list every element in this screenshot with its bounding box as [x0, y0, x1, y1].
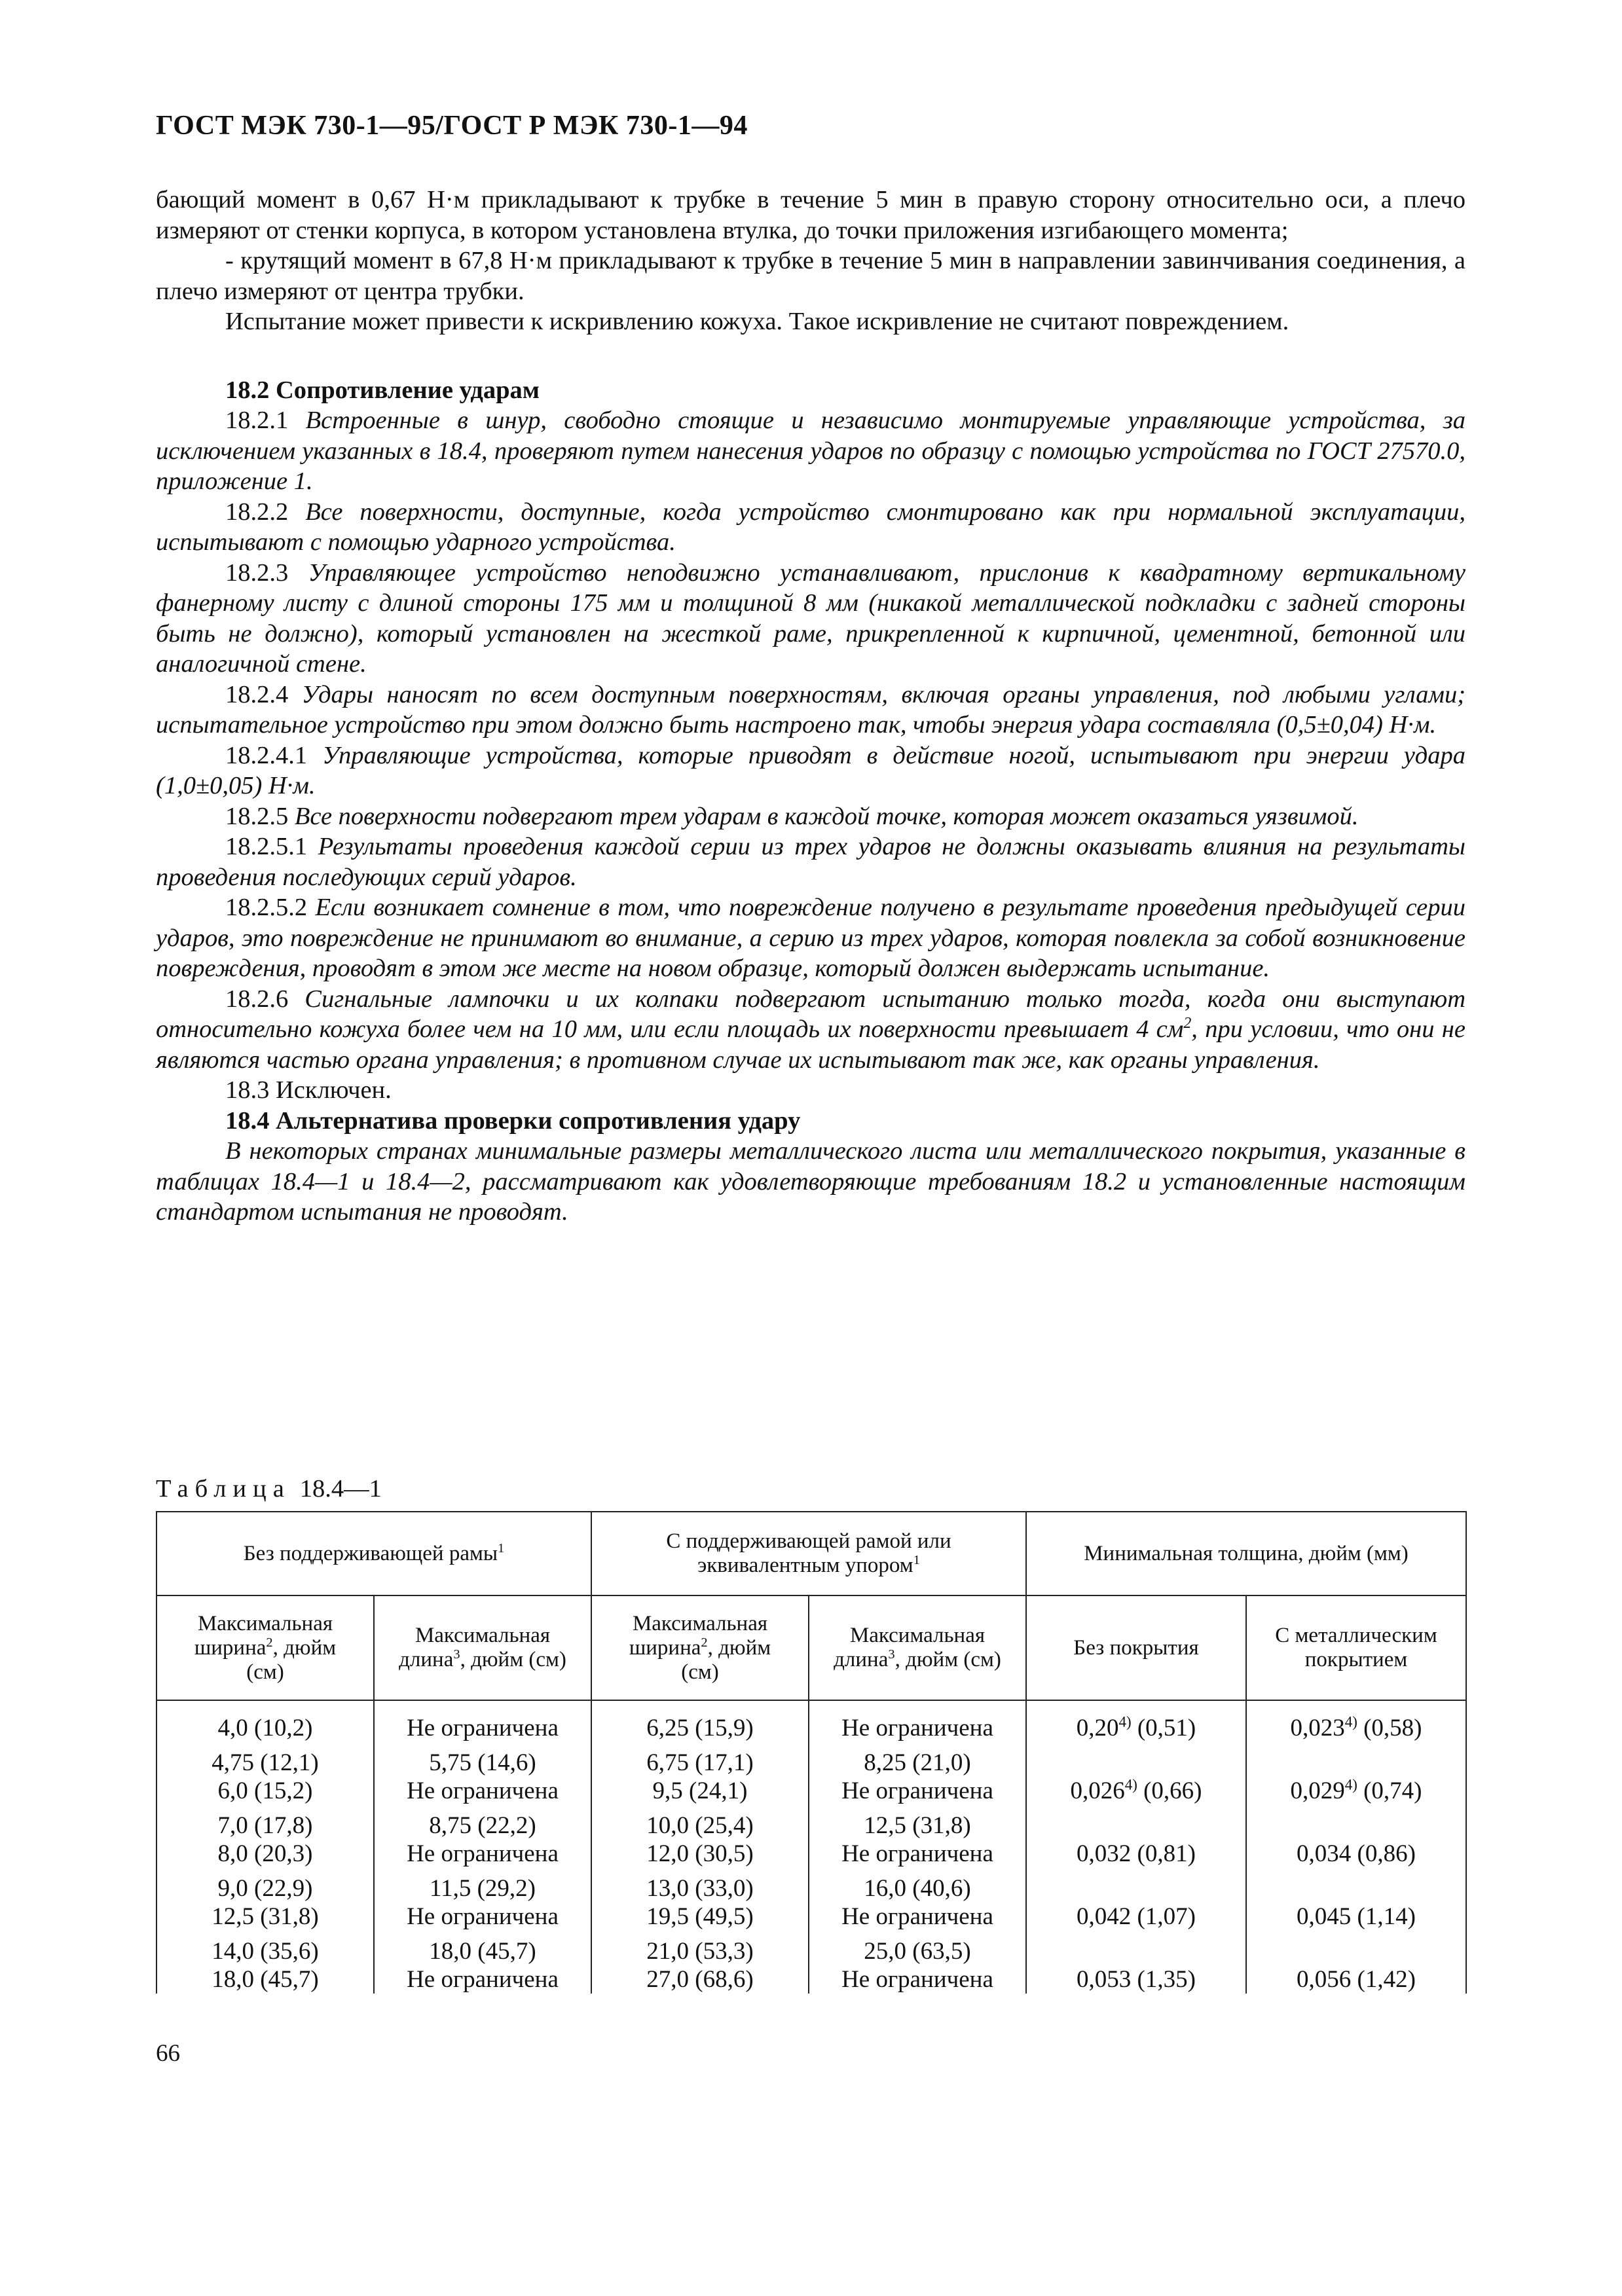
- col-header-max-length: Максимальная длина$^3$, дюйм (см): [374, 1595, 591, 1700]
- table-cell: 0,042 (1,07): [1026, 1868, 1246, 1931]
- paragraph: бающий момент в 0,67 Н·м прикладывают к трубке в течение 5 мин в правую сторону относительно оси, а плечо измеряют от стенки корпуса, в котором установлена втулка, до точки приложения изгибающего момента;: [156, 186, 1465, 244]
- col-header-max-length: Максимальная длина$^3$, дюйм (см): [809, 1595, 1026, 1700]
- table-cell: 0,034 (0,86): [1246, 1805, 1466, 1868]
- table-18-4-1: [156, 1511, 1467, 1994]
- table-cell: 16,0 (40,6) Не ограничена: [809, 1868, 1026, 1931]
- table-cell: 0,20$^{4)}$ (0,51): [1026, 1700, 1246, 1742]
- table-cell: 11,5 (29,2) Не ограничена: [374, 1868, 591, 1931]
- table-cell: 10,0 (25,4) 12,0 (30,5): [591, 1805, 809, 1868]
- clause-text: Встроенные в шнур, свободно стоящие и независимо монтируемые управляющие устройства, за исключением указанных в 18.4, проверяют путем нанесения ударов по образцу с помощью устройства по ГОСТ 27570.0, приложение 1.: [156, 407, 1466, 495]
- clause-number: 18.2.5.1: [225, 833, 308, 860]
- table-row: [157, 1700, 1466, 1742]
- table-group-header-row: [157, 1512, 1466, 1595]
- clause-number: 18.2.6: [225, 985, 289, 1013]
- clause-text: Управляющие устройства, которые приводят в действие ногой, испытывают при энергии удара (1,0±0,05) Н·м.: [156, 741, 1466, 799]
- col-header-max-width: Максимальная ширина$^2$, дюйм (см): [157, 1595, 374, 1700]
- table-cell: 18,0 (45,7) Не ограничена: [374, 1931, 591, 1994]
- clause-number: 18.2.1: [225, 407, 289, 434]
- paragraph: - крутящий момент в 67,8 Н·м прикладывают к трубке в течение 5 мин в направлении завинчивания соединения, а плечо измеряют от центра трубки.: [156, 247, 1465, 305]
- paragraph: Испытание может привести к искривлению кожуха. Такое искривление не считают повреждением.: [225, 308, 1289, 335]
- superscript: 2: [1183, 1015, 1192, 1032]
- table-cell: 6,75 (17,1) 9,5 (24,1): [591, 1742, 809, 1805]
- table-cell: 5,75 (14,6) Не ограничена: [374, 1742, 591, 1805]
- clause-text-part: , при условии, что они не являются частью органа управления; в противном случае их испытывают так же, как органы управления.: [156, 1015, 1465, 1074]
- clause-18-2-6: [156, 984, 1465, 1076]
- col-header-coated: С металлическим покрытием: [1246, 1595, 1466, 1700]
- table-cell: 8,25 (21,0) Не ограничена: [809, 1742, 1026, 1805]
- table-row: [157, 1931, 1466, 1994]
- table-cell: 0,026$^{4)}$ (0,66): [1026, 1742, 1246, 1805]
- page-number: 66: [156, 2040, 180, 2067]
- table-caption-number: 18.4—1: [299, 1475, 382, 1503]
- table-cell: 4,75 (12,1) 6,0 (15,2): [157, 1742, 374, 1805]
- table-cell: 0,045 (1,14): [1246, 1868, 1466, 1931]
- clause-18-2-5: [156, 801, 1465, 832]
- table-cell: 13,0 (33,0) 19,5 (49,5): [591, 1868, 809, 1931]
- table-cell: 0,056 (1,42): [1246, 1931, 1466, 1994]
- section-heading-18-4: 18.4 Альтернатива проверки сопротивления удару: [225, 1106, 801, 1135]
- clause-text: Все поверхности, доступные, когда устройство смонтировано как при нормальной эксплуатации, испытывают с помощью ударного устройства.: [156, 498, 1466, 556]
- group-header-min-thickness: Минимальная толщина, дюйм (мм): [1026, 1512, 1466, 1595]
- col-header-max-width: Максимальная ширина$^2$, дюйм (см): [591, 1595, 809, 1700]
- group-header-with-frame: С поддерживающей рамой или эквивалентным упором$^1$: [591, 1512, 1026, 1595]
- table-cell: 25,0 (63,5) Не ограничена: [809, 1931, 1026, 1994]
- table-cell: 7,0 (17,8) 8,0 (20,3): [157, 1805, 374, 1868]
- clause-18-2-3: [156, 558, 1465, 680]
- clause-text: [156, 985, 1465, 1074]
- table-cell: 0,053 (1,35): [1026, 1931, 1246, 1994]
- group-header-no-frame: Без поддерживающей рамы$^1$: [157, 1512, 591, 1595]
- table-cell: 0,032 (0,81): [1026, 1805, 1246, 1868]
- clause-number: 18.2.5: [225, 802, 289, 830]
- clause-number: 18.2.3: [225, 558, 289, 587]
- running-header: ГОСТ МЭК 730-1—95/ГОСТ Р МЭК 730-1—94: [156, 111, 748, 141]
- clause-number: 18.2.4: [225, 680, 289, 708]
- clause-18-4: В некоторых странах минимальные размеры металлического листа или металлического покрытия, указанные в таблицах 18.4—1 и 18.4—2, рассматривают как удовлетворяющие требованиям 18.2 и установленные настоящим стандартом испытания не проводят.: [156, 1137, 1465, 1226]
- table-cell: 14,0 (35,6) 18,0 (45,7): [157, 1931, 374, 1994]
- table-cell: 9,0 (22,9) 12,5 (31,8): [157, 1868, 374, 1931]
- clause-text: Управляющее устройство неподвижно устанавливают, прислонив к квадратному вертикальному фанерному листу с длиной стороны 175 мм и толщиной 8 мм (никакой металлической подкладки с задней стороны быть не должно), который установлен на жесткой раме, прикрепленной к кирпичной, цементной, бетонной или аналогичной стене.: [156, 558, 1465, 678]
- clause-18-2-5-1: [156, 831, 1465, 892]
- clause-text: Результаты проведения каждой серии из трех ударов не должны оказывать влияния на результаты проведения последующих серий ударов.: [156, 833, 1466, 891]
- clause-text: Удары наносят по всем доступным поверхностям, включая органы управления, под любыми углами; испытательное устройство при этом должно быть настроено так, чтобы энергия удара составляла (0,5±0,04) Н·м.: [156, 680, 1466, 738]
- clause-18-2-4: [156, 680, 1465, 740]
- clause-number: 18.2.4.1: [225, 741, 308, 769]
- body-text: [156, 185, 1465, 1228]
- section-heading-18-2: 18.2 Сопротивление ударам: [225, 376, 540, 404]
- table-cell: 12,5 (31,8) Не ограничена: [809, 1805, 1026, 1868]
- table-row: [157, 1742, 1466, 1805]
- col-header-uncoated: Без покрытия: [1026, 1595, 1246, 1700]
- clause-18-2-4-1: [156, 740, 1465, 801]
- table-caption: [156, 1474, 382, 1503]
- table-cell: 8,75 (22,2) Не ограничена: [374, 1805, 591, 1868]
- table-cell: 6,25 (15,9): [591, 1700, 809, 1742]
- table-cell: 0,023$^{4)}$ (0,58): [1246, 1700, 1466, 1742]
- clause-number: 18.2.5.2: [225, 894, 308, 921]
- table-body: [157, 1700, 1466, 1994]
- table-cell: 21,0 (53,3) 27,0 (68,6): [591, 1931, 809, 1994]
- clause-18-2-2: [156, 497, 1465, 558]
- clause-text-part: Сигнальные лампочки и их колпаки подвергают испытанию только тогда, когда они выступают относительно кожуха более чем на 10 мм, или если площадь их поверхности превышает 4 см: [156, 985, 1466, 1043]
- table-caption-label: Таблица: [156, 1475, 291, 1503]
- table-cell: Не ограничена: [374, 1700, 591, 1742]
- clause-18-2-1: [156, 405, 1465, 497]
- clause-text: Все поверхности подвергают трем ударам в каждой точке, которая может оказаться уязвимой.: [294, 802, 1359, 830]
- table-cell: 0,029$^{4)}$ (0,74): [1246, 1742, 1466, 1805]
- table-column-header-row: [157, 1595, 1466, 1700]
- clause-18-3: 18.3 Исключен.: [225, 1076, 392, 1104]
- clause-number: 18.2.2: [225, 498, 289, 526]
- clause-text: Если возникает сомнение в том, что повреждение получено в результате проведения предыдущей серии ударов, это повреждение не принимают во внимание, а серию из трех ударов, которая повлекла за собой возникновение повреждения, проводят в этом же месте на новом образце, который должен выдержать испытание.: [156, 894, 1465, 982]
- table-row: [157, 1868, 1466, 1931]
- table-cell: Не ограничена: [809, 1700, 1026, 1742]
- table-row: [157, 1805, 1466, 1868]
- clause-18-2-5-2: [156, 892, 1465, 984]
- table-cell: 4,0 (10,2): [157, 1700, 374, 1742]
